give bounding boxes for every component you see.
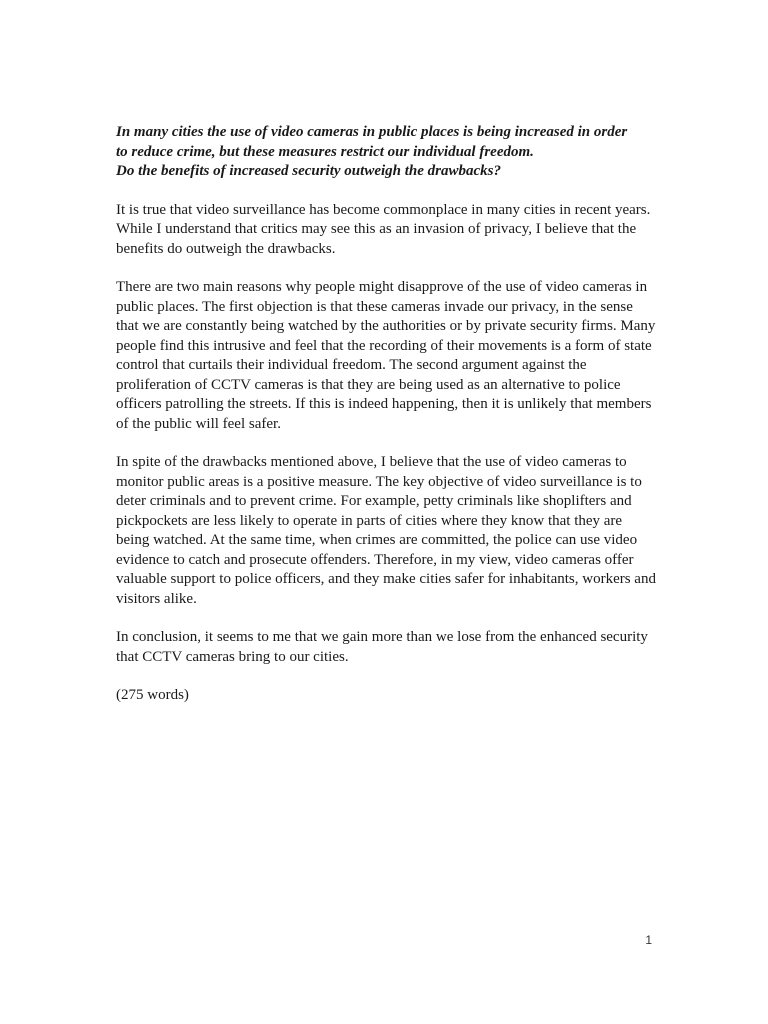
conclusion-paragraph: In conclusion, it seems to me that we gain more than we lose from the enhanced security that CCTV cameras bring to our cities. (116, 629, 648, 665)
prompt-line: Do the benefits of increased security outweigh the drawbacks? (116, 163, 501, 179)
prompt-line: In many cities the use of video cameras in public places is being increased in order (116, 124, 628, 140)
word-count: (275 words) (116, 687, 189, 703)
essay-prompt (116, 123, 656, 182)
page-number: 1 (645, 933, 652, 947)
prompt-line: to reduce crime, but these measures restrict our individual freedom. (116, 143, 534, 160)
essay-body (116, 123, 656, 706)
benefits-paragraph: In spite of the drawbacks mentioned above, I believe that the use of video cameras to monitor public areas is a positive measure. The key objective of video surveillance is to deter criminals and to prevent crime. For example, petty criminals like shoplifters and pickpockets are less likely to operate in parts of cities where they know that they are being watched. At the same time, when crimes are committed, the police can use video evidence to catch and prosecute offenders. Therefore, in my view, video cameras offer valuable support to police officers, and they make cities safer for inhabitants, workers and visitors alike. (116, 454, 656, 607)
objections-paragraph: There are two main reasons why people might disapprove of the use of video cameras in public places. The first objection is that these cameras invade our privacy, in the sense that we are constantly being watched by the authorities or by private security firms. Many people find this intrusive and feel that the recording of their movements is a form of state control that curtails their individual freedom. The second argument against the proliferation of CCTV cameras is that they are being used as an alternative to police officers patrolling the streets. If this is indeed happening, then it is unlikely that members of the public will feel safer. (116, 279, 656, 432)
introduction-paragraph: It is true that video surveillance has become commonplace in many cities in recent years. While I understand that critics may see this as an invasion of privacy, I believe that the benefits do outweigh the drawbacks. (116, 201, 651, 257)
